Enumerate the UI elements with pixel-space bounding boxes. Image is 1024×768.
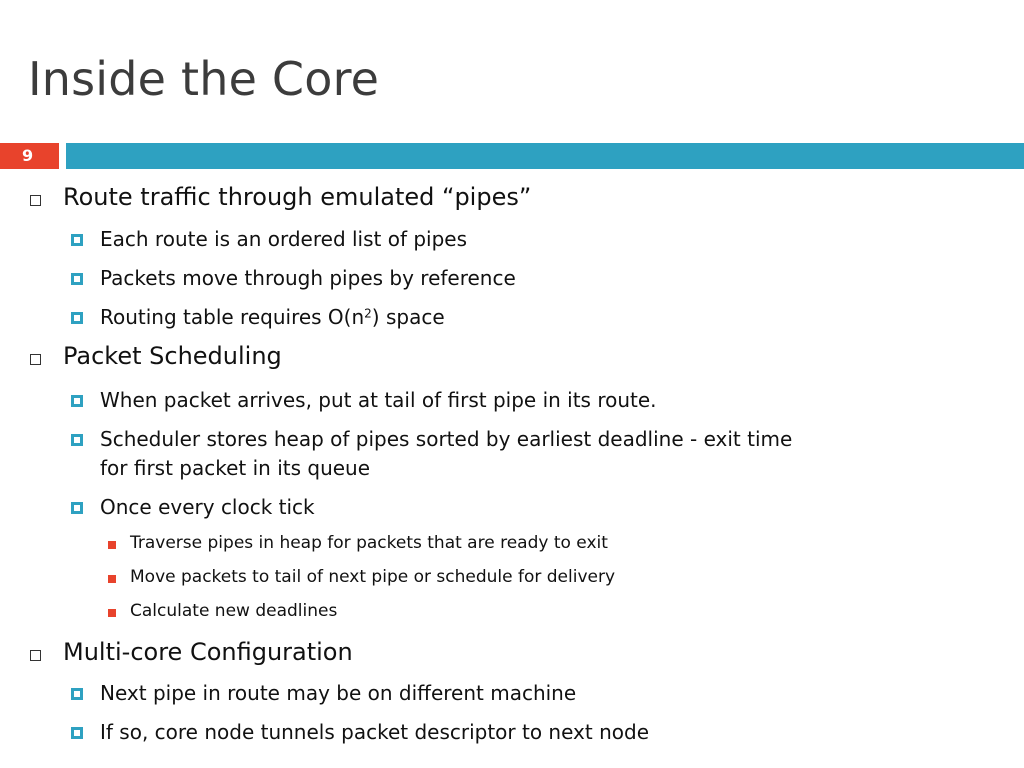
- bullet-level1: Route traffic through emulated “pipes”: [63, 183, 532, 211]
- boxed-square-bullet-icon: [71, 727, 83, 739]
- bullet-text: Routing table requires O(n: [100, 305, 365, 329]
- title-divider-bar: [66, 143, 1024, 169]
- boxed-square-bullet-icon: [71, 312, 83, 324]
- bullet-text: ) space: [371, 305, 445, 329]
- filled-square-bullet-icon: [108, 609, 116, 617]
- bullet-level3: Calculate new deadlines: [130, 601, 338, 621]
- boxed-square-bullet-icon: [71, 395, 83, 407]
- boxed-square-bullet-icon: [71, 273, 83, 285]
- bullet-level3: Traverse pipes in heap for packets that are ready to exit: [130, 533, 608, 553]
- bullet-level2: Packets move through pipes by reference: [100, 266, 516, 290]
- bullet-level2: [100, 305, 445, 329]
- bullet-level2: Each route is an ordered list of pipes: [100, 227, 468, 251]
- boxed-square-bullet-icon: [71, 234, 83, 246]
- hollow-square-bullet-icon: [30, 354, 41, 365]
- bullet-level2: If so, core node tunnels packet descriptor to next node: [100, 720, 650, 744]
- hollow-square-bullet-icon: [30, 650, 41, 661]
- boxed-square-bullet-icon: [71, 502, 83, 514]
- bullet-level2: When packet arrives, put at tail of first pipe in its route.: [100, 388, 657, 412]
- bullet-level2: Scheduler stores heap of pipes sorted by earliest deadline - exit time: [100, 427, 793, 451]
- filled-square-bullet-icon: [108, 575, 116, 583]
- boxed-square-bullet-icon: [71, 434, 83, 446]
- superscript: 2: [364, 306, 372, 321]
- bullet-level2-continuation: for first packet in its queue: [100, 456, 371, 480]
- bullet-level3: Move packets to tail of next pipe or schedule for delivery: [130, 567, 616, 587]
- filled-square-bullet-icon: [108, 541, 116, 549]
- boxed-square-bullet-icon: [71, 688, 83, 700]
- hollow-square-bullet-icon: [30, 195, 41, 206]
- slide-title: Inside the Core: [28, 52, 380, 106]
- bullet-level1: Multi-core Configuration: [63, 638, 353, 666]
- bullet-level1: Packet Scheduling: [63, 342, 282, 370]
- slide-number-badge: 9: [0, 143, 59, 169]
- bullet-level2: Once every clock tick: [100, 495, 315, 519]
- bullet-level2: Next pipe in route may be on different machine: [100, 681, 577, 705]
